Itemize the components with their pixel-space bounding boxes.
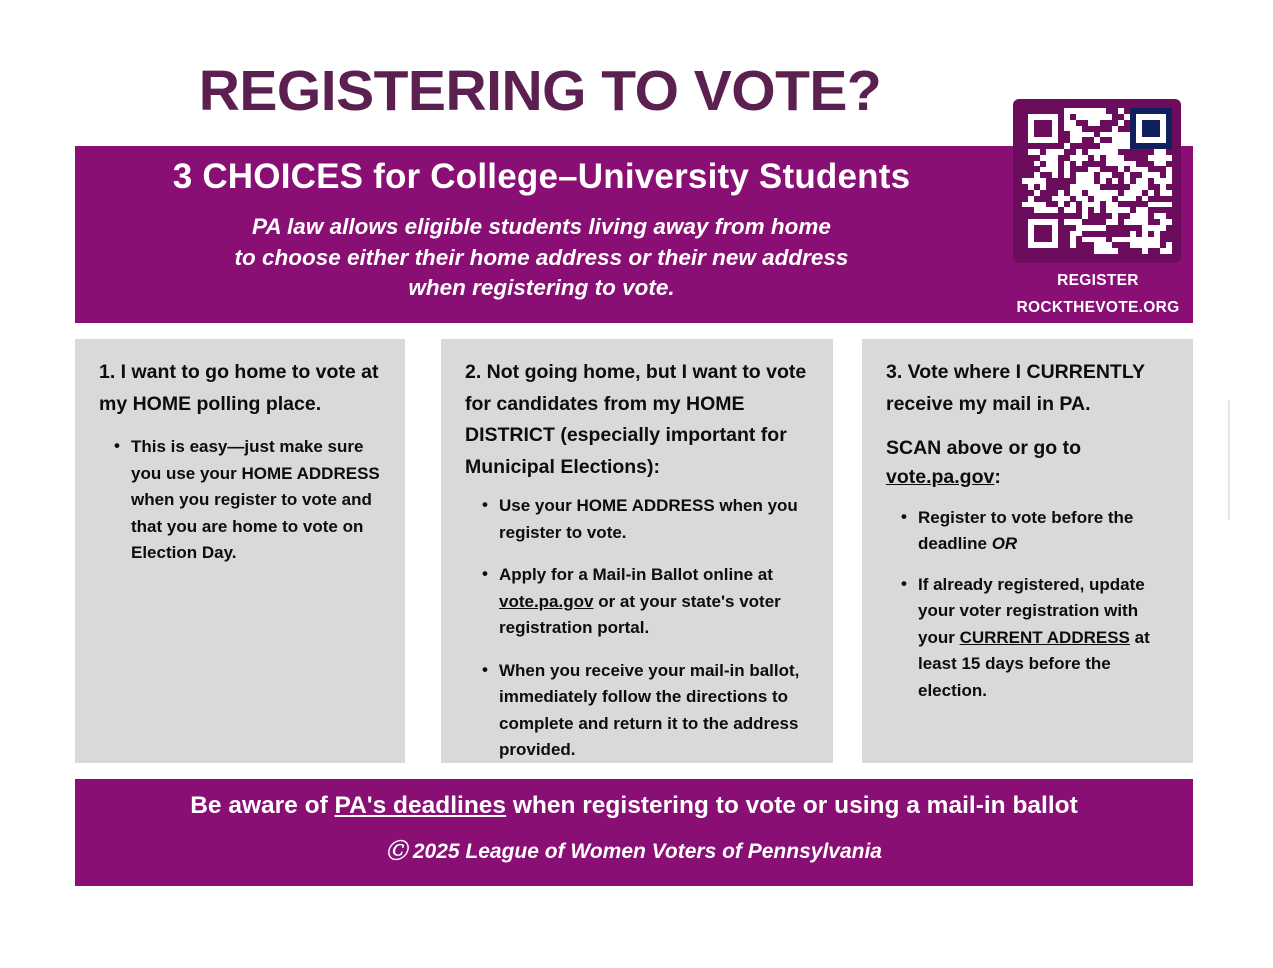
banner-subtext-line-1: PA law allows eligible students living away from home: [252, 214, 831, 239]
list-item: • Register to vote before the deadline OR: [918, 505, 1173, 558]
choice-card-2: [441, 339, 833, 763]
choice-3-bullet-list: [886, 505, 1173, 705]
banner-subtext-line-3: when registering to vote.: [408, 275, 675, 301]
choice-2-bullet-list: [465, 493, 813, 764]
qr-caption-register: REGISTER: [1057, 272, 1139, 289]
banner-subtext-line-2: to choose either their home address or their new address: [234, 244, 849, 270]
page-title: REGISTERING TO VOTE?: [198, 59, 882, 123]
choice-1-bullet-list: [99, 434, 385, 567]
footer-banner: [75, 779, 1193, 886]
list-item: • If already registered, update your voter registration with your CURRENT ADDRESS at least 15 days before the election.: [918, 572, 1173, 705]
choice-3-heading: 3. Vote where I CURRENTLY receive my mail in PA.: [886, 361, 1145, 415]
list-item: • Apply for a Mail-in Ballot online at vote.pa.gov or at your state's voter registration portal.: [499, 562, 813, 642]
list-item: • When you receive your mail-in ballot, immediately follow the directions to complete and return it to the address provided.: [499, 658, 813, 764]
page-edge-artifact: [1228, 400, 1230, 520]
choice-1-heading: 1. I want to go home to vote at my HOME polling place.: [99, 361, 379, 415]
qr-caption-url: ROCKTHEVOTE.ORG: [1016, 299, 1180, 316]
banner-heading: 3 CHOICES for College–University Students: [172, 157, 911, 196]
qr-code-icon[interactable]: [1022, 108, 1172, 254]
footer-deadline-text: Be aware of PA's deadlines when registering to vote or using a mail-in ballot: [190, 792, 1078, 819]
choice-card-1: [75, 339, 405, 763]
choice-3-scan-line: SCAN above or go to vote.pa.gov:: [886, 437, 1082, 489]
choice-2-heading: 2. Not going home, but I want to vote for candidates from my HOME DISTRICT (especially important for Municipal Elections):: [465, 361, 807, 478]
choice-card-3: [862, 339, 1193, 763]
banner-subtext: [89, 212, 994, 304]
qr-code-frame: [1013, 99, 1181, 263]
footer-copyright: Ⓒ 2025 League of Women Voters of Pennsylvania: [386, 840, 882, 863]
list-item: • Use your HOME ADDRESS when you register to vote.: [499, 493, 813, 546]
list-item: • This is easy—just make sure you use your HOME ADDRESS when you register to vote and that you are home to vote on Election Day.: [131, 434, 385, 567]
